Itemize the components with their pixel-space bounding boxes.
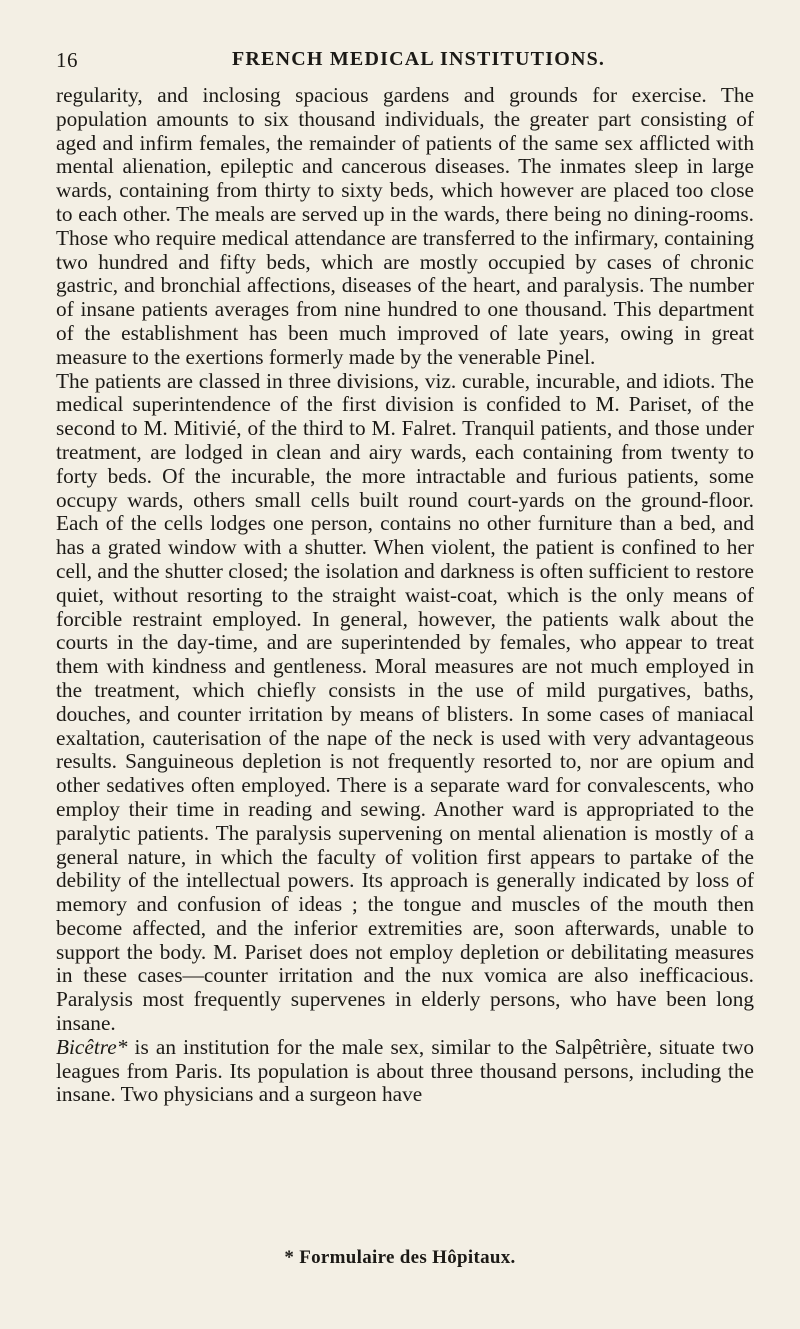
bicetre-lead-word: Bicêtre* — [56, 1034, 128, 1059]
body-text — [56, 84, 754, 1107]
paragraph-1: regularity, and inclosing spacious gardens and grounds for exercise. The population amounts to six thousand individuals, the greater part consisting of aged and infirm females, the remainder of patients of the same sex afflicted with mental alienation, epileptic and cancerous diseases. The inmates sleep in large wards, containing from thirty to sixty beds, which however are placed too close to each other. The meals are served up in the wards, there being no dining-rooms. Those who require medical attendance are transferred to the infirmary, containing two hundred and fifty beds, which are mostly occupied by cases of chronic gastric, and bronchial affections, diseases of the heart, and paralysis. The number of insane patients averages from nine hundred to one thousand. This department of the establishment has been much improved of late years, owing in great measure to the exertions formerly made by the venerable Pinel. — [56, 83, 754, 369]
footnote: * Formulaire des Hôpitaux. — [284, 1247, 516, 1268]
running-head: FRENCH MEDICAL INSTITUTIONS. — [232, 48, 606, 70]
page-number: 16 — [56, 48, 78, 72]
paragraph-2: The patients are classed in three divisions, viz. curable, incurable, and idiots. The medical superintendence of the first division is confided to M. Pariset, of the second to M. Mitivié, of the third to M. Falret. Tranquil patients, and those under treatment, are lodged in clean and airy wards, each containing from twenty to forty beds. Of the incurable, the more intractable and furious patients, some occupy wards, others small cells built round court-yards on the ground-floor. Each of the cells lodges one person, contains no other furniture than a bed, and has a grated window with a shutter. When violent, the patient is confined to her cell, and the shutter closed; the isolation and darkness is often sufficient to restore quiet, without resorting to the straight waist-coat, which is the only means of forcible restraint employed. In general, however, the patients walk about the courts in the day-time, and are superintended by females, who appear to treat them with kindness and gentleness. Moral measures are not much employed in the treatment, which chiefly consists in the use of mild purgatives, baths, douches, and counter irritation by means of blisters. In some cases of maniacal exaltation, cauterisation of the nape of the neck is used with very advantageous results. Sanguineous depletion is not frequently resorted to, nor are opium and other sedatives often employed. There is a separate ward for convalescents, who employ their time in reading and sewing. Another ward is appropriated to the paralytic patients. The paralysis supervening on mental alienation is mostly of a general nature, in which the faculty of volition first appears to partake of the debility of the intellectual powers. Its approach is generally indicated by loss of memory and confusion of ideas ; the tongue and muscles of the mouth then become affected, and the inferior extremities are, soon afterwards, unable to support the body. M. Pariset does not employ depletion or debilitating measures in these cases—counter irritation and the nux vomica are also inefficacious. Paralysis most frequently supervenes in elderly persons, who have been long insane. — [56, 368, 754, 1036]
paragraph-3 — [56, 1036, 754, 1107]
paragraph-3-text: is an institution for the male sex, similar to the Salpêtrière, situate two leagues from Paris. Its population is about three thousand persons, including the insane. Two physicians and a surgeon have — [56, 1034, 754, 1107]
page-header — [56, 48, 756, 78]
